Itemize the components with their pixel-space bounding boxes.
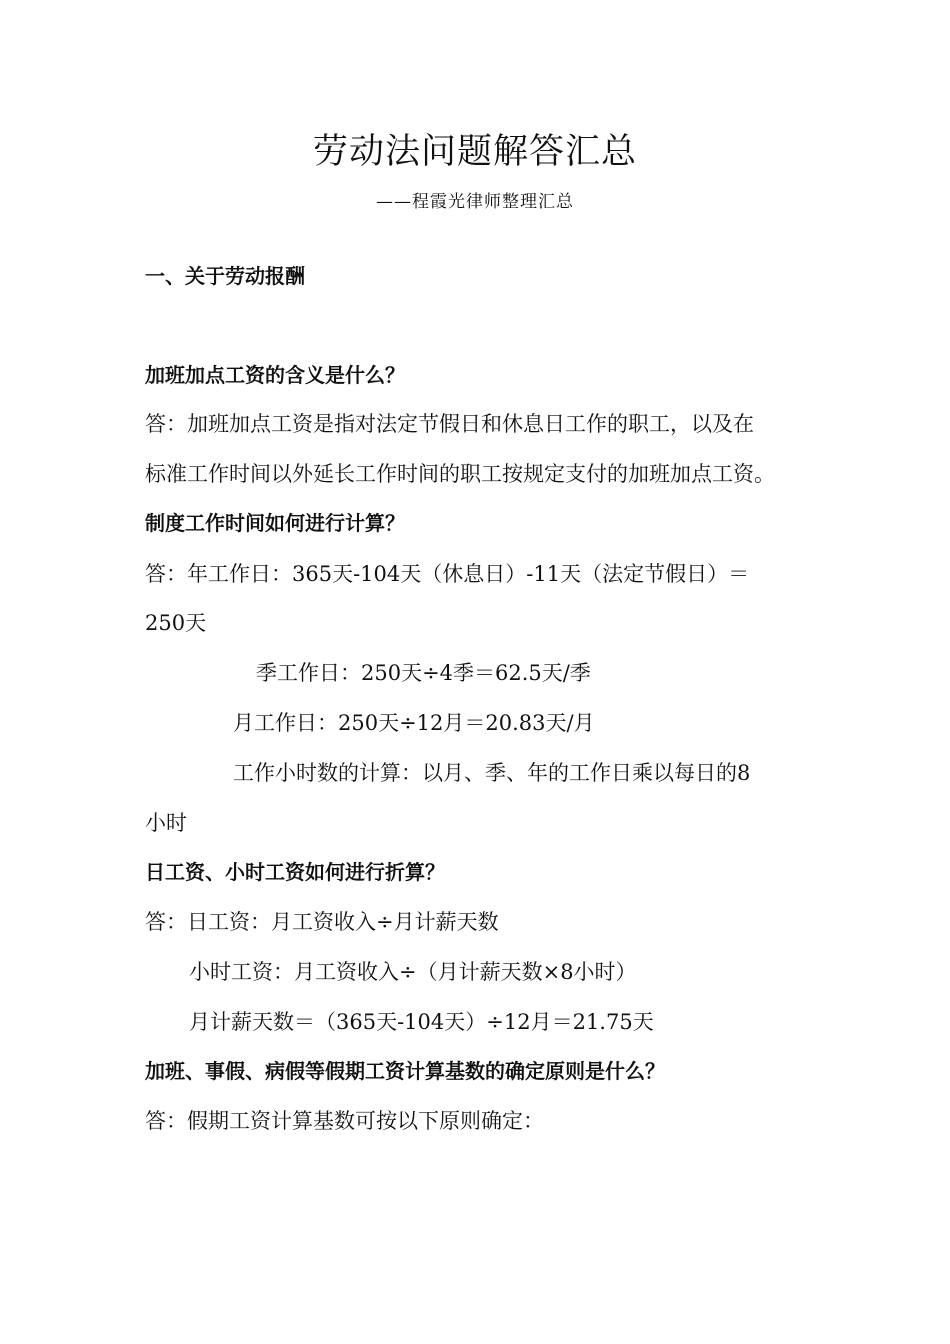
- answer-working-time-line-3: 季工作日：250天÷4季＝62.5天/季: [256, 661, 591, 685]
- answer-working-time-line-1: 答：年工作日：365天-104天（休息日）-11天（法定节假日）＝: [145, 562, 750, 586]
- answer-working-time-line-5: 工作小时数的计算：以月、季、年的工作日乘以每日的8: [233, 761, 751, 785]
- section-heading: 一、关于劳动报酬: [145, 264, 305, 288]
- answer-working-time-line-4: 月工作日：250天÷12月＝20.83天/月: [233, 711, 595, 735]
- document-subtitle: ——程霞光律师整理汇总: [376, 192, 574, 212]
- answer-overtime-pay-line-2: 标准工作时间以外延长工作时间的职工按规定支付的加班加点工资。: [145, 462, 775, 486]
- question-leave-pay-base: 加班、事假、病假等假期工资计算基数的确定原则是什么？: [145, 1059, 665, 1083]
- answer-daily-hourly-wage-line-2: 小时工资：月工资收入÷（月计薪天数×8小时）: [189, 960, 637, 984]
- question-daily-hourly-wage: 日工资、小时工资如何进行折算？: [145, 860, 445, 884]
- answer-leave-pay-base-line-1: 答：假期工资计算基数可按以下原则确定：: [145, 1109, 544, 1133]
- answer-overtime-pay-line-1: 答：加班加点工资是指对法定节假日和休息日工作的职工，以及在: [145, 412, 754, 436]
- answer-working-time-line-6: 小时: [145, 811, 187, 835]
- question-overtime-pay: 加班加点工资的含义是什么？: [145, 363, 405, 387]
- document-title: 劳动法问题解答汇总: [312, 132, 637, 172]
- question-working-time: 制度工作时间如何进行计算？: [145, 511, 405, 535]
- answer-daily-hourly-wage-line-3: 月计薪天数＝（365天-104天）÷12月＝21.75天: [189, 1010, 654, 1034]
- answer-daily-hourly-wage-line-1: 答：日工资：月工资收入÷月计薪天数: [145, 910, 499, 934]
- answer-working-time-line-2: 250天: [145, 611, 207, 635]
